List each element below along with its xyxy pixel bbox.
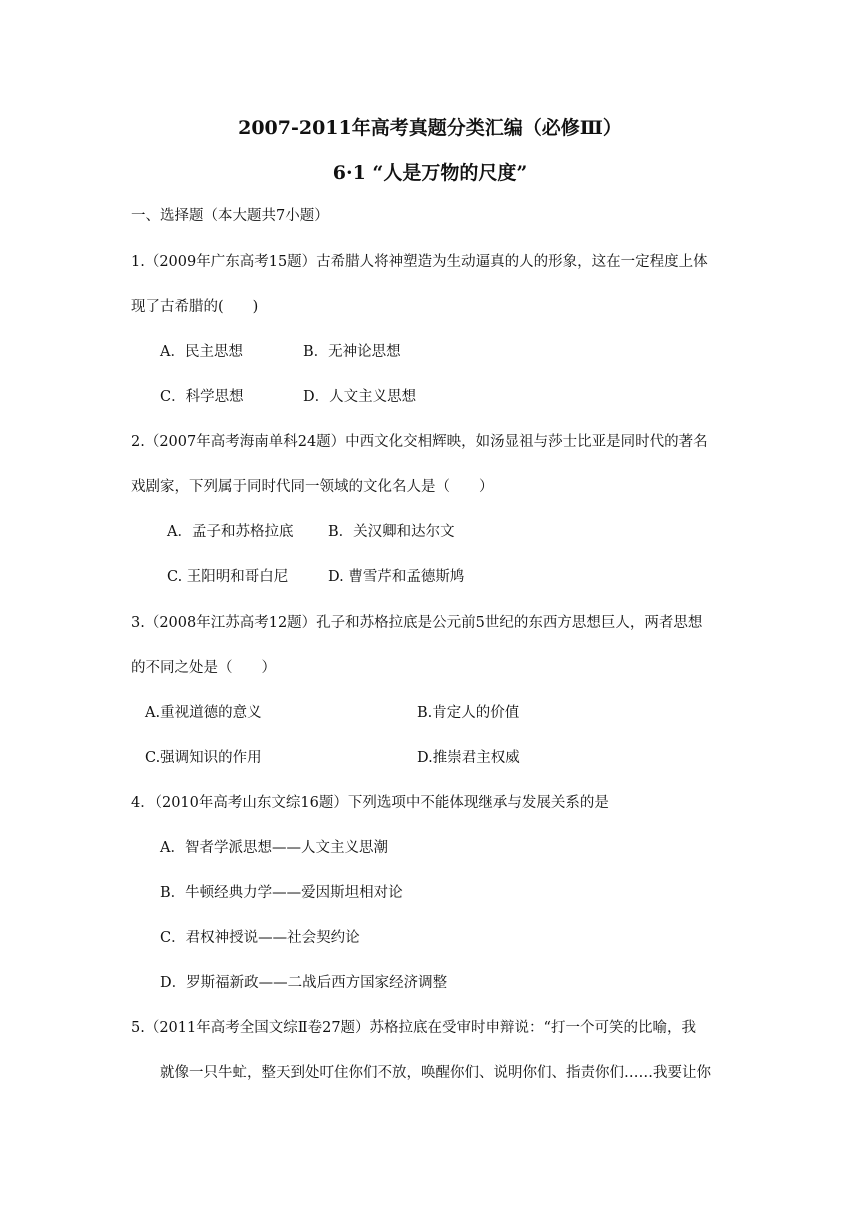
question-5-line-1: 5.（2011年高考全国文综Ⅱ卷27题）苏格拉底在受审时申辩说：“打一个可笑的比喻，我	[131, 1020, 696, 1036]
question-4-option-b: B．牛顿经典力学——爱因斯坦相对论	[160, 885, 403, 901]
question-2-option-d: D. 曹雪芹和孟德斯鸠	[328, 569, 465, 585]
question-3-line-1: 3.（2008年江苏高考12题）孔子和苏格拉底是公元前5世纪的东西方思想巨人，两者思想	[131, 615, 703, 631]
question-2-option-c: C. 王阳明和哥白尼	[167, 569, 289, 585]
question-4-option-c: C．君权神授说——社会契约论	[160, 930, 360, 946]
question-3-option-c: C.强调知识的作用	[145, 750, 262, 766]
question-4-option-d: D．罗斯福新政——二战后西方国家经济调整	[160, 975, 448, 991]
question-2-line-2: 戏剧家，下列属于同时代同一领域的文化名人是（ ）	[131, 479, 494, 495]
question-1-option-d: D．人文主义思想	[303, 389, 417, 405]
question-3-option-b: B.肯定人的价值	[417, 705, 520, 721]
section-heading: 一、选择题（本大题共7小题）	[131, 208, 329, 224]
question-1-option-c: C．科学思想	[160, 389, 244, 405]
document-subtitle: 6·1 “人是万物的尺度”	[332, 162, 528, 184]
question-2-option-a: A．孟子和苏格拉底	[167, 524, 294, 540]
question-3-line-2: 的不同之处是（ ）	[131, 660, 276, 676]
question-5-line-2: 就像一只牛虻，整天到处叮住你们不放，唤醒你们、说明你们、指责你们……我要让你	[160, 1065, 711, 1081]
question-2-option-b: B．关汉卿和达尔文	[328, 524, 455, 540]
question-2-line-1: 2.（2007年高考海南单科24题）中西文化交相辉映，如汤显祖与莎士比亚是同时代的著名	[131, 434, 708, 450]
question-1-option-b: B．无神论思想	[303, 344, 401, 360]
document-title: 2007-2011年高考真题分类汇编（必修Ⅲ）	[238, 117, 622, 139]
question-4-line-1: 4．（2010年高考山东文综16题）下列选项中不能体现继承与发展关系的是	[131, 795, 609, 811]
question-3-option-d: D.推崇君主权威	[417, 750, 520, 766]
question-4-option-a: A．智者学派思想——人文主义思潮	[160, 840, 388, 856]
question-1-line-1: 1.（2009年广东高考15题）古希腊人将神塑造为生动逼真的人的形象，这在一定程度上体	[131, 254, 708, 270]
question-1-option-a: A．民主思想	[160, 344, 243, 360]
question-1-line-2: 现了古希腊的( )	[131, 299, 259, 315]
question-3-option-a: A.重视道德的意义	[145, 705, 262, 721]
